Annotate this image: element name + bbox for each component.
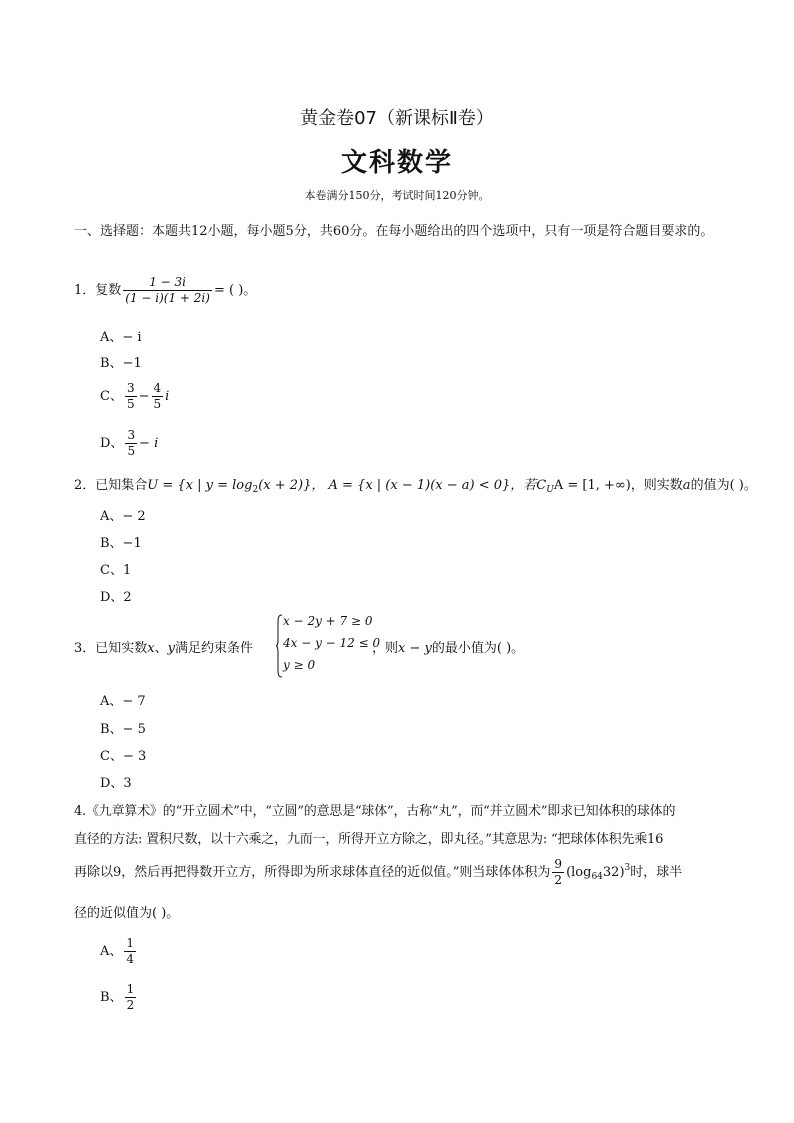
q4-line-3: [74, 857, 682, 888]
q1-option-d: [100, 428, 158, 459]
q1-fraction: [123, 275, 212, 306]
q1-c-mid: −: [138, 389, 150, 404]
q2-complement-sub: U: [546, 485, 554, 495]
q2-option-d: D、2: [100, 590, 132, 605]
q2-complement: C: [536, 478, 547, 493]
q3-var-x: x: [147, 641, 155, 656]
q1-d-label: D、: [100, 436, 124, 451]
q1-d-f-num: 3: [127, 428, 136, 442]
q4-a-num: 1: [126, 936, 135, 950]
q1-c-f2-den: 5: [153, 397, 162, 411]
q1-c-frac1: [125, 381, 137, 412]
q2-set-u: U = {x | y = log: [147, 478, 253, 493]
q3-expr: x − y: [398, 641, 432, 656]
q2-option-c: C、1: [100, 563, 132, 578]
q3-text-a: 3．已知实数: [74, 641, 148, 656]
q1-option-a: A、− i: [100, 330, 142, 345]
q3-option-a: A、− 7: [100, 694, 146, 709]
q1-c-label: C、: [100, 389, 123, 404]
q4-b-num: 1: [126, 982, 135, 996]
q1-c-f2-num: 4: [153, 381, 162, 395]
section-heading: [74, 217, 724, 247]
q4-a-frac: [124, 936, 136, 967]
q1-c-tail: i: [165, 389, 170, 404]
q2-option-b: B、−1: [100, 536, 142, 551]
q4-vol-log-tail: 32): [602, 865, 625, 880]
q4-vol-log: (log: [566, 865, 592, 880]
exam-title: 黄金卷07（新课标Ⅱ卷）: [300, 108, 494, 129]
q1-option-b: B、−1: [100, 356, 142, 371]
q2-set-u-tail: (x + 2)}，: [258, 478, 325, 493]
q4-line-1: 4.《九章算术》的“开立圆术”中，“立圆”的意思是“球体”，古称“丸”，而“并立圆术”即求已知体积的球体的: [74, 804, 676, 819]
q2-set-u-sub: 2: [252, 485, 259, 495]
q4-line-4: 径的近似值为( )。: [74, 906, 180, 921]
q1-frac-den: (1 − i)(1 + 2i): [125, 291, 210, 305]
q4-option-a: [100, 936, 138, 967]
q2-text-a: 2．已知集合: [74, 478, 148, 493]
q4-b-den: 2: [126, 998, 135, 1012]
question-1: [74, 275, 256, 306]
q2-option-a: A、− 2: [100, 509, 146, 524]
q1-frac-num: 1 − 3i: [149, 275, 187, 289]
q4-volume-frac: [552, 857, 564, 888]
q3-text-d: 的最小值为( )。: [431, 641, 525, 656]
exam-info: 本卷满分150分，考试时间120分钟。: [304, 189, 490, 202]
q4-b-frac: [125, 982, 137, 1013]
question-2: [74, 474, 757, 495]
q2-var-a: a: [682, 478, 691, 493]
section-heading-text: 一、选择题：本题共12小题，每小题5分，共60分。在每小题给出的四个选项中，只有一项是符合题目要求的。: [74, 224, 714, 239]
question-3-tail: [372, 637, 524, 656]
q4-line3-b: 时，球半: [630, 865, 683, 880]
q4-vol-log-sub: 64: [591, 872, 603, 882]
q3-constraint-1: x − 2y + 7 ≥ 0: [283, 614, 373, 628]
q1-c-f1-num: 3: [126, 381, 135, 395]
q1-c-f1-den: 5: [126, 397, 135, 411]
q3-option-c: C、− 3: [100, 749, 147, 764]
q3-constraint-2: 4x − y − 12 ≤ 0: [283, 636, 381, 650]
q1-d-f-den: 5: [127, 444, 136, 458]
q3-option-b: B、− 5: [100, 722, 146, 737]
brace-icon: [275, 614, 283, 678]
q1-c-frac2: [152, 381, 164, 412]
question-3: [74, 637, 253, 656]
q3-var-y: y: [167, 641, 175, 656]
q2-set-a: A = {x | (x − 1)(x − a) < 0}，若: [328, 478, 537, 493]
q3-text-b: 满足约束条件: [175, 641, 254, 656]
q1-option-c: [100, 381, 169, 412]
q4-b-label: B、: [100, 990, 123, 1005]
q3-constraint-3: y ≥ 0: [283, 658, 316, 672]
q4-option-b: [100, 982, 138, 1013]
q2-end: 的值为( )。: [690, 478, 757, 493]
q4-line-2: 直径的方法: 置积尺数，以十六乘之，九而一，所得开立方除之，即丸径。”其意思为: “把球体体积先乘16: [74, 832, 664, 847]
q4-vol-den: 2: [554, 873, 563, 887]
q1-suffix: = ( )。: [213, 283, 257, 298]
q3-option-d: D、3: [100, 776, 132, 791]
q4-vol-num: 9: [554, 857, 563, 871]
q1-prefix: 1．复数: [74, 283, 122, 298]
q4-a-den: 4: [126, 952, 135, 966]
q3-sep: 、: [154, 641, 168, 656]
q2-complement-tail: A = [1, +∞)，则实数: [553, 478, 683, 493]
exam-subject: 文科数学: [340, 148, 453, 178]
q4-vol-sup: 3: [624, 863, 631, 873]
q1-d-tail: − i: [139, 436, 159, 451]
q3-text-c: ，则: [372, 641, 399, 656]
q4-a-label: A、: [100, 944, 123, 959]
q4-line3-a: 再除以9，然后再把得数开立方，所得即为所求球体直径的近似值。”则当球体体积为: [74, 865, 551, 880]
q1-d-frac: [125, 428, 137, 459]
